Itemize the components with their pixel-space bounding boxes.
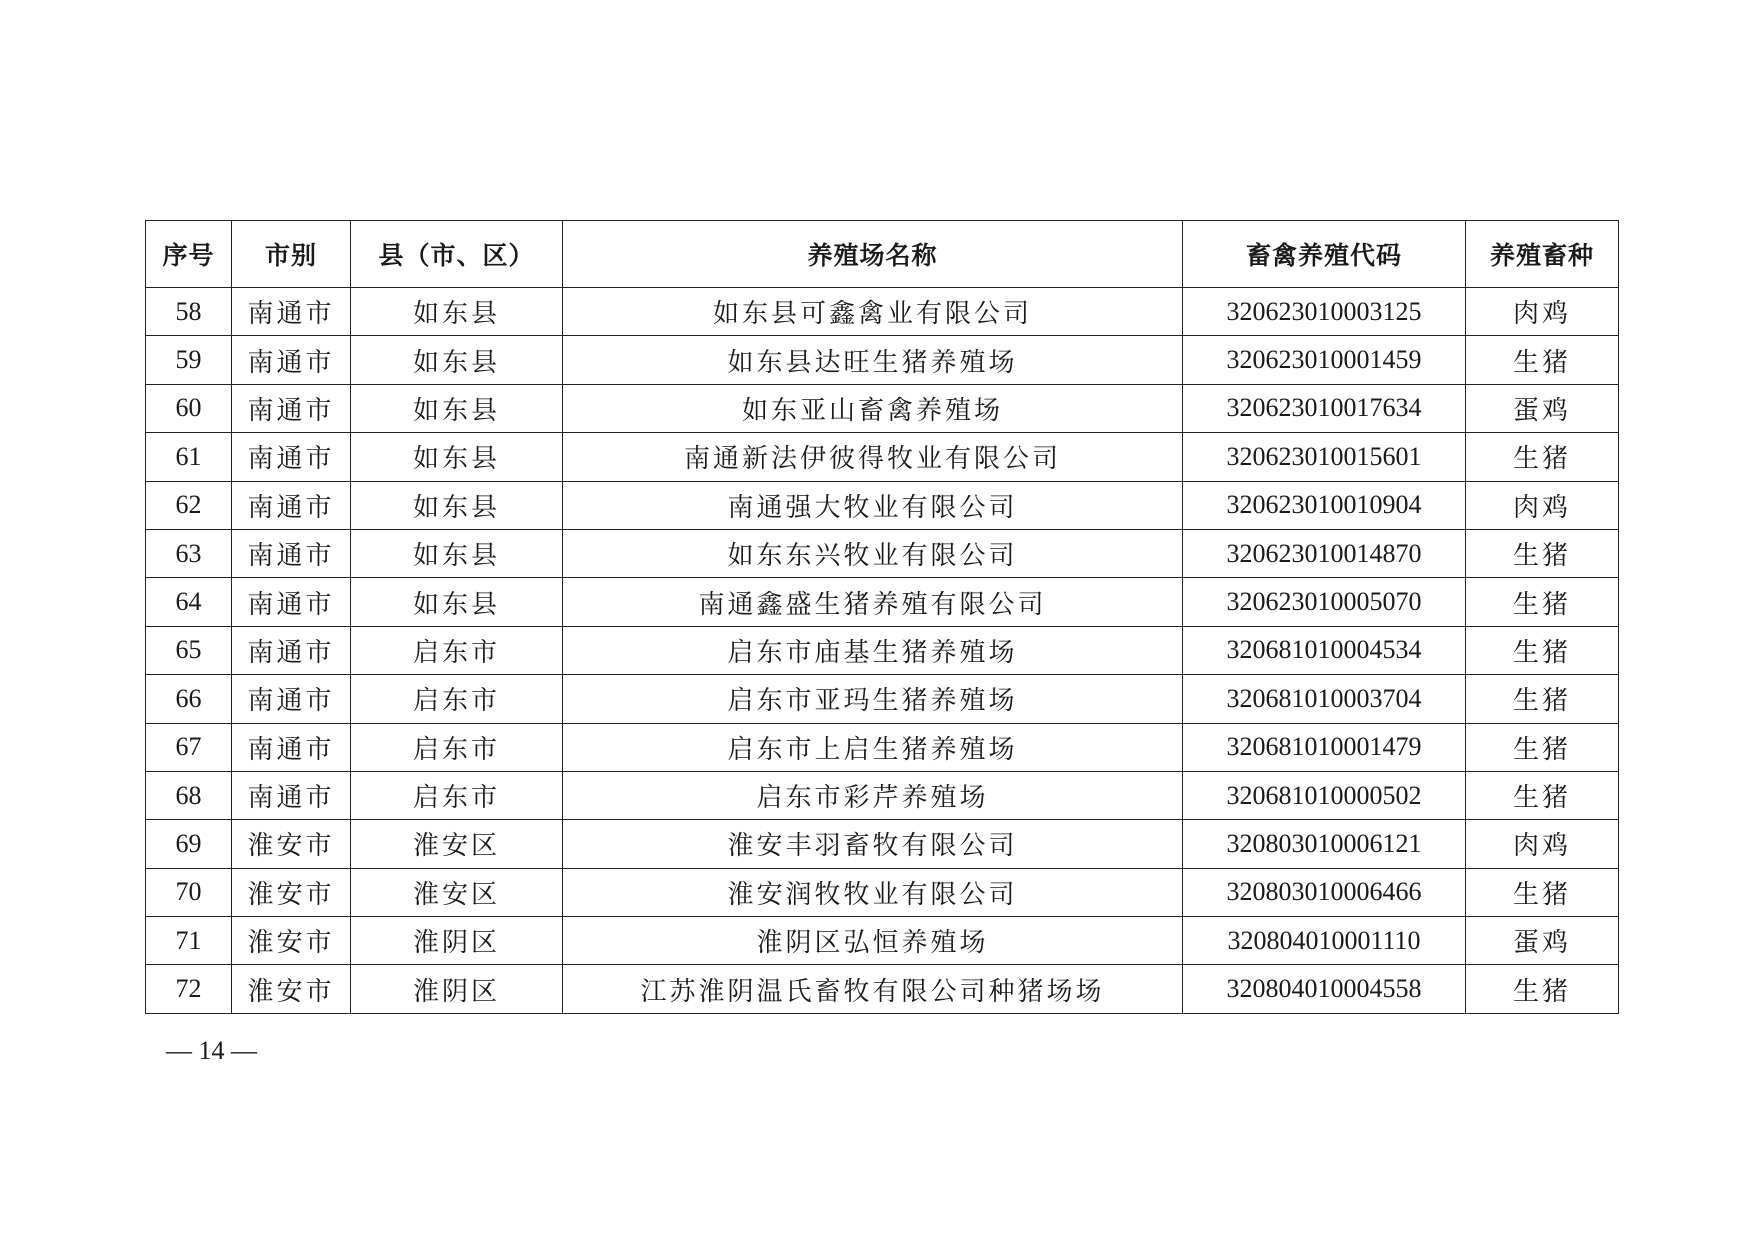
cell-county: 淮安区 [351, 820, 563, 868]
cell-serial-number: 63 [146, 529, 232, 577]
cell-city: 南通市 [232, 336, 351, 384]
cell-livestock-code: 320803010006466 [1183, 868, 1466, 916]
cell-serial-number: 62 [146, 481, 232, 529]
cell-farm-name: 如东县达旺生猪养殖场 [563, 336, 1183, 384]
cell-city: 南通市 [232, 578, 351, 626]
cell-farm-name: 淮阴区弘恒养殖场 [563, 917, 1183, 965]
cell-serial-number: 59 [146, 336, 232, 384]
cell-city: 南通市 [232, 481, 351, 529]
cell-city: 南通市 [232, 529, 351, 577]
cell-livestock-kind: 生猪 [1466, 578, 1619, 626]
cell-livestock-code: 320681010004534 [1183, 626, 1466, 674]
table-row [146, 723, 1619, 771]
cell-livestock-kind: 肉鸡 [1466, 481, 1619, 529]
cell-serial-number: 61 [146, 433, 232, 481]
cell-livestock-code: 320804010001110 [1183, 917, 1466, 965]
cell-serial-number: 64 [146, 578, 232, 626]
cell-county: 淮阴区 [351, 917, 563, 965]
cell-farm-name: 南通强大牧业有限公司 [563, 481, 1183, 529]
cell-livestock-code: 320623010017634 [1183, 384, 1466, 432]
cell-county: 启东市 [351, 675, 563, 723]
cell-livestock-kind: 生猪 [1466, 771, 1619, 819]
table-row [146, 917, 1619, 965]
cell-livestock-code: 320681010001479 [1183, 723, 1466, 771]
cell-county: 如东县 [351, 336, 563, 384]
cell-farm-name: 江苏淮阴温氏畜牧有限公司种猪场场 [563, 965, 1183, 1013]
cell-city: 淮安市 [232, 868, 351, 916]
cell-county: 如东县 [351, 384, 563, 432]
cell-city: 南通市 [232, 626, 351, 674]
cell-farm-name: 启东市上启生猪养殖场 [563, 723, 1183, 771]
cell-serial-number: 65 [146, 626, 232, 674]
cell-county: 淮安区 [351, 868, 563, 916]
cell-livestock-code: 320623010014870 [1183, 529, 1466, 577]
cell-county: 如东县 [351, 529, 563, 577]
header-code: 畜禽养殖代码 [1183, 221, 1466, 288]
cell-farm-name: 如东东兴牧业有限公司 [563, 529, 1183, 577]
cell-farm-name: 如东亚山畜禽养殖场 [563, 384, 1183, 432]
table-row [146, 771, 1619, 819]
table-row [146, 481, 1619, 529]
cell-farm-name: 启东市亚玛生猪养殖场 [563, 675, 1183, 723]
table-row [146, 868, 1619, 916]
cell-farm-name: 如东县可鑫禽业有限公司 [563, 288, 1183, 336]
cell-city: 南通市 [232, 771, 351, 819]
table-row [146, 384, 1619, 432]
table-row [146, 626, 1619, 674]
page-number: — 14 — [166, 1036, 257, 1065]
cell-serial-number: 68 [146, 771, 232, 819]
cell-livestock-kind: 生猪 [1466, 868, 1619, 916]
table-row [146, 965, 1619, 1013]
cell-serial-number: 69 [146, 820, 232, 868]
cell-livestock-code: 320623010003125 [1183, 288, 1466, 336]
farm-list-table-container [145, 220, 1618, 1014]
cell-county: 如东县 [351, 433, 563, 481]
cell-serial-number: 72 [146, 965, 232, 1013]
cell-county: 启东市 [351, 771, 563, 819]
cell-livestock-code: 320803010006121 [1183, 820, 1466, 868]
cell-serial-number: 58 [146, 288, 232, 336]
cell-county: 淮阴区 [351, 965, 563, 1013]
cell-farm-name: 启东市庙基生猪养殖场 [563, 626, 1183, 674]
cell-city: 南通市 [232, 433, 351, 481]
cell-farm-name: 南通鑫盛生猪养殖有限公司 [563, 578, 1183, 626]
table-row [146, 336, 1619, 384]
table-row [146, 820, 1619, 868]
cell-livestock-kind: 肉鸡 [1466, 288, 1619, 336]
cell-farm-name: 启东市彩芹养殖场 [563, 771, 1183, 819]
cell-livestock-kind: 肉鸡 [1466, 820, 1619, 868]
table-row [146, 529, 1619, 577]
cell-city: 南通市 [232, 288, 351, 336]
cell-livestock-code: 320804010004558 [1183, 965, 1466, 1013]
cell-city: 南通市 [232, 384, 351, 432]
cell-livestock-kind: 生猪 [1466, 529, 1619, 577]
cell-farm-name: 淮安润牧牧业有限公司 [563, 868, 1183, 916]
table-row [146, 433, 1619, 481]
cell-livestock-kind: 生猪 [1466, 433, 1619, 481]
cell-serial-number: 60 [146, 384, 232, 432]
cell-livestock-code: 320623010005070 [1183, 578, 1466, 626]
cell-livestock-code: 320623010010904 [1183, 481, 1466, 529]
table-row [146, 675, 1619, 723]
cell-city: 淮安市 [232, 965, 351, 1013]
header-city: 市别 [232, 221, 351, 288]
header-no: 序号 [146, 221, 232, 288]
cell-livestock-code: 320681010000502 [1183, 771, 1466, 819]
cell-serial-number: 66 [146, 675, 232, 723]
cell-livestock-code: 320623010001459 [1183, 336, 1466, 384]
header-row [146, 221, 1619, 288]
header-farm-name: 养殖场名称 [563, 221, 1183, 288]
table-header [146, 221, 1619, 288]
cell-city: 淮安市 [232, 820, 351, 868]
cell-serial-number: 70 [146, 868, 232, 916]
table-row [146, 578, 1619, 626]
header-county: 县（市、区） [351, 221, 563, 288]
cell-county: 启东市 [351, 626, 563, 674]
cell-serial-number: 71 [146, 917, 232, 965]
cell-livestock-kind: 蛋鸡 [1466, 917, 1619, 965]
cell-livestock-kind: 生猪 [1466, 626, 1619, 674]
cell-county: 如东县 [351, 578, 563, 626]
cell-serial-number: 67 [146, 723, 232, 771]
cell-county: 如东县 [351, 288, 563, 336]
cell-county: 如东县 [351, 481, 563, 529]
cell-county: 启东市 [351, 723, 563, 771]
table-row [146, 288, 1619, 336]
header-kind: 养殖畜种 [1466, 221, 1619, 288]
cell-livestock-kind: 生猪 [1466, 675, 1619, 723]
table-body [146, 288, 1619, 1014]
cell-city: 淮安市 [232, 917, 351, 965]
cell-livestock-kind: 生猪 [1466, 723, 1619, 771]
cell-city: 南通市 [232, 675, 351, 723]
cell-livestock-kind: 生猪 [1466, 336, 1619, 384]
farm-list-table [145, 220, 1619, 1014]
cell-farm-name: 淮安丰羽畜牧有限公司 [563, 820, 1183, 868]
cell-livestock-code: 320681010003704 [1183, 675, 1466, 723]
cell-farm-name: 南通新法伊彼得牧业有限公司 [563, 433, 1183, 481]
cell-livestock-code: 320623010015601 [1183, 433, 1466, 481]
cell-city: 南通市 [232, 723, 351, 771]
cell-livestock-kind: 蛋鸡 [1466, 384, 1619, 432]
cell-livestock-kind: 生猪 [1466, 965, 1619, 1013]
